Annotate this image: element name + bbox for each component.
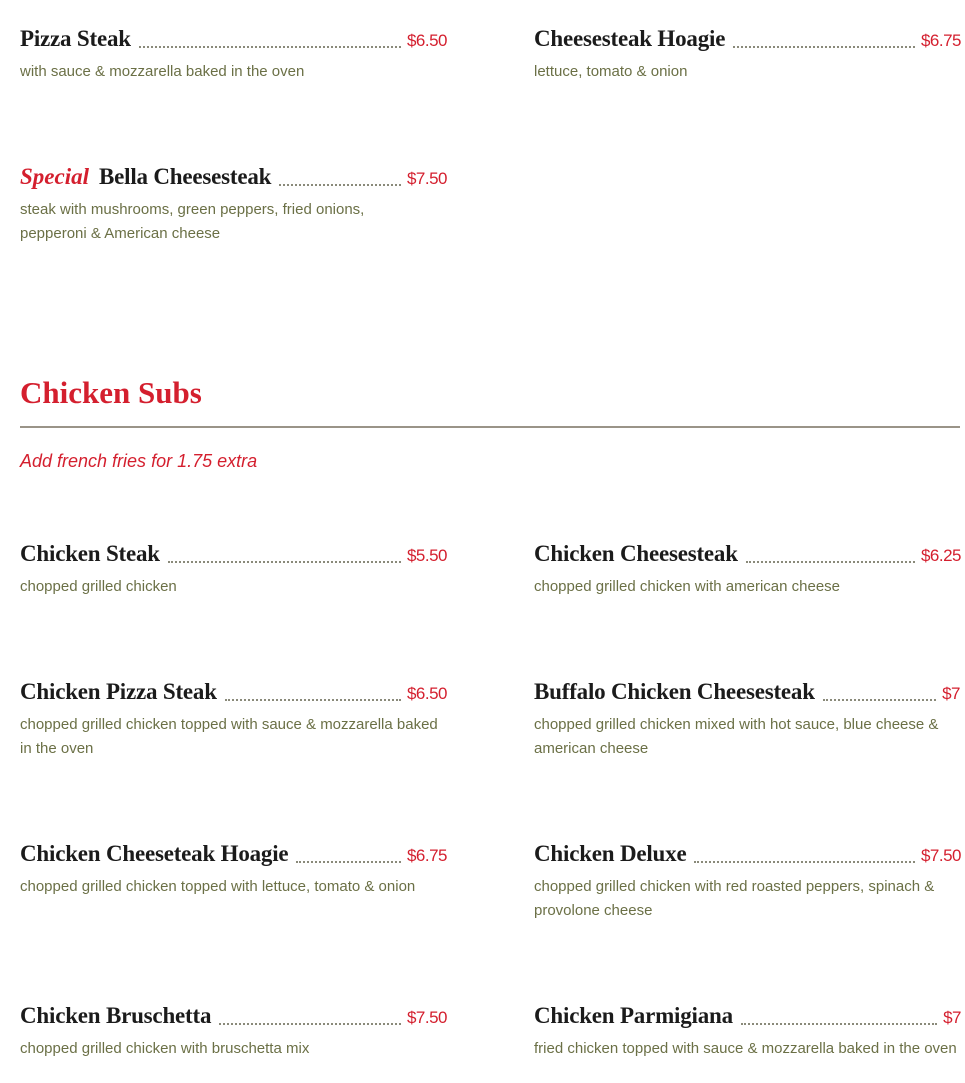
menu-item-header — [534, 837, 961, 867]
menu-item-name: Chicken Parmigiana — [534, 1003, 733, 1028]
section-divider — [20, 426, 960, 428]
menu-item-description: steak with mushrooms, green peppers, fried onions, pepperoni & American cheese — [20, 201, 365, 242]
menu-item-name: Buffalo Chicken Cheesesteak — [534, 679, 815, 704]
dot-leader — [823, 699, 936, 701]
menu-item-chicken-cheeseteak-hoagie — [20, 837, 447, 899]
menu-item-price: $7 — [942, 684, 960, 703]
menu-item-header — [534, 537, 961, 567]
dot-leader — [139, 46, 401, 48]
menu-item-header — [534, 22, 961, 52]
menu-item-price: $6.50 — [406, 31, 447, 50]
menu-item-header — [20, 837, 447, 867]
dot-leader — [279, 184, 401, 186]
menu-item-header — [20, 675, 447, 705]
menu-item-chicken-bruschetta — [20, 999, 447, 1061]
dot-leader — [168, 561, 401, 563]
menu-item-price: $6.75 — [920, 31, 961, 50]
section-title: Chicken Subs — [20, 375, 202, 410]
menu-item-description: chopped grilled chicken topped with sauce & mozzarella baked in the oven — [20, 716, 438, 757]
menu-item-description: chopped grilled chicken with red roasted peppers, spinach & provolone cheese — [534, 878, 935, 919]
menu-item-bella-cheesesteak — [20, 160, 447, 246]
menu-item-header — [534, 999, 961, 1029]
menu-item-header — [20, 537, 447, 567]
menu-item-header — [20, 22, 447, 52]
menu-item-description: fried chicken topped with sauce & mozzarella baked in the oven — [534, 1040, 957, 1057]
menu-item-name: Bella Cheesesteak — [99, 164, 272, 189]
special-tag: Special — [20, 164, 89, 189]
menu-item-chicken-deluxe — [534, 837, 961, 923]
menu-item-chicken-parmigiana — [534, 999, 961, 1061]
menu-item-description: chopped grilled chicken mixed with hot sauce, blue cheese & american cheese — [534, 716, 939, 757]
dot-leader — [225, 699, 401, 701]
menu-item-name: Chicken Bruschetta — [20, 1003, 212, 1028]
menu-item-description: chopped grilled chicken — [20, 578, 177, 595]
menu-item-name: Chicken Pizza Steak — [20, 679, 217, 704]
menu-item-header — [20, 999, 447, 1029]
menu-item-price: $5.50 — [406, 546, 447, 565]
menu-item-chicken-steak — [20, 537, 447, 599]
menu-item-chicken-cheesesteak — [534, 537, 961, 599]
menu-item-price: $7 — [943, 1008, 961, 1027]
menu-item-description: chopped grilled chicken topped with lettuce, tomato & onion — [20, 878, 416, 895]
dot-leader — [741, 1023, 937, 1025]
section-note: Add french fries for 1.75 extra — [20, 451, 258, 471]
dot-leader — [219, 1023, 401, 1025]
dot-leader — [694, 861, 915, 863]
menu-item-name: Cheesesteak Hoagie — [534, 26, 726, 51]
menu-item-price: $7.50 — [406, 169, 447, 188]
menu-item-name: Chicken Steak — [20, 541, 160, 566]
menu-item-name: Chicken Cheeseteak Hoagie — [20, 841, 289, 866]
menu-item-price: $7.50 — [920, 846, 961, 865]
menu-item-header — [534, 675, 960, 705]
menu-item-price: $7.50 — [406, 1008, 447, 1027]
menu-item-price: $6.50 — [406, 684, 447, 703]
menu-item-price: $6.25 — [920, 546, 961, 565]
menu-item-description: lettuce, tomato & onion — [534, 63, 688, 80]
menu-item-name: Pizza Steak — [20, 26, 131, 51]
menu-item-name: Chicken Deluxe — [534, 841, 687, 866]
menu-item-name: Chicken Cheesesteak — [534, 541, 738, 566]
dot-leader — [733, 46, 915, 48]
menu-item-header — [20, 160, 447, 190]
menu-item-description: chopped grilled chicken with bruschetta mix — [20, 1040, 310, 1057]
menu-item-price: $6.75 — [406, 846, 447, 865]
menu-item-chicken-pizza-steak — [20, 675, 447, 761]
menu-item-pizza-steak — [20, 22, 447, 84]
dot-leader — [746, 561, 915, 563]
menu-item-description: with sauce & mozzarella baked in the oven — [20, 63, 305, 80]
menu-item-cheesesteak-hoagie — [534, 22, 961, 84]
menu-page — [20, 0, 960, 1083]
menu-item-buffalo-chicken-cheesesteak — [534, 675, 960, 761]
dot-leader — [296, 861, 401, 863]
menu-item-description: chopped grilled chicken with american cheese — [534, 578, 841, 595]
